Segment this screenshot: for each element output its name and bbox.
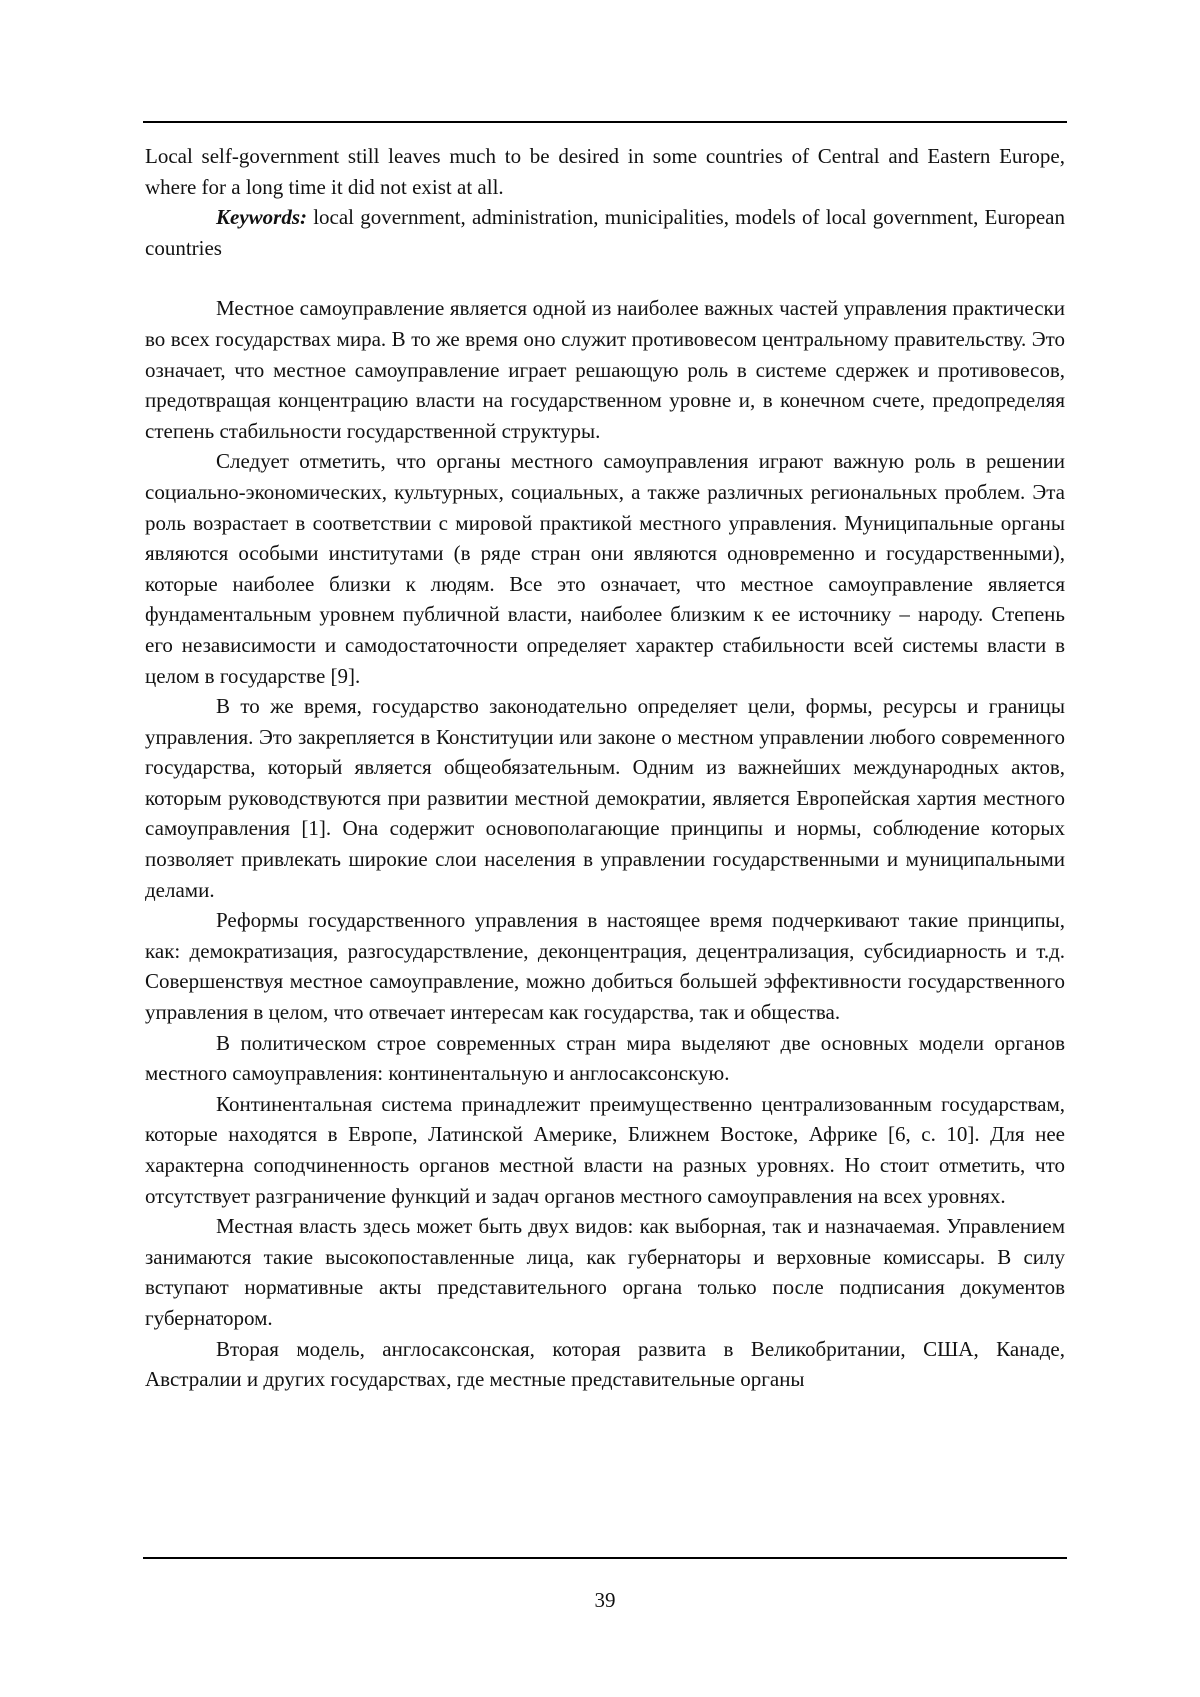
keywords-text: local government, administration, municipalities, models of local government, European countries: [145, 205, 1065, 260]
body-paragraph-7: Местная власть здесь может быть двух видов: как выборная, так и назначаемая. Управлением занимаются такие высокопоставленные лица, как губернаторы и верховные комиссары. В силу вступают нормативные акты представительного органа только после подписания документов губернатором.: [145, 1211, 1065, 1333]
keywords-label: Keywords:: [216, 205, 307, 229]
header-rule: [143, 121, 1067, 123]
body-paragraph-1: Местное самоуправление является одной из наиболее важных частей управления практически во всех государствах мира. В то же время оно служит противовесом центральному правительству. Это означает, что местное самоуправление играет решающую роль в системе сдержек и противовесов, предотвращая концентрацию власти на государственном уровне и, в конечном счете, предопределяя степень стабильности государственной структуры.: [145, 293, 1065, 446]
page-body: [145, 141, 1065, 1395]
footer-rule: [143, 1557, 1067, 1559]
body-paragraph-3: В то же время, государство законодательно определяет цели, формы, ресурсы и границы управления. Это закрепляется в Конституции или законе о местном управлении любого современного государства, который является общеобязательным. Одним из важнейших международных актов, которым руководствуются при развитии местной демократии, является Европейская хартия местного самоуправления [1]. Она содержит основополагающие принципы и нормы, соблюдение которых позволяет привлекать широкие слои населения в управлении государственными и муниципальными делами.: [145, 691, 1065, 905]
body-paragraph-4: Реформы государственного управления в настоящее время подчеркивают такие принципы, как: демократизация, разгосударствление, деконцентрация, децентрализация, субсидиарность и т.д. Совершенствуя местное самоуправление, можно добиться большей эффективности государственного управления в целом, что отвечает интересам как государства, так и общества.: [145, 905, 1065, 1027]
abstract-text: Local self-government still leaves much to be desired in some countries of Central and Eastern Europe, where for a long time it did not exist at all.: [145, 141, 1065, 202]
body-paragraph-8: Вторая модель, англосаксонская, которая развита в Великобритании, США, Канаде, Австралии и других государствах, где местные представительные органы: [145, 1334, 1065, 1395]
body-paragraph-5: В политическом строе современных стран мира выделяют две основных модели органов местного самоуправления: континентальную и англосаксонскую.: [145, 1028, 1065, 1089]
body-paragraph-2: Следует отметить, что органы местного самоуправления играют важную роль в решении социально-экономических, культурных, социальных, а также различных региональных проблем. Эта роль возрастает в соответствии с мировой практикой местного управления. Муниципальные органы являются особыми институтами (в ряде стран они являются одновременно и государственными), которые наиболее близки к людям. Все это означает, что местное самоуправление является фундаментальным уровнем публичной власти, наиболее близким к ее источнику – народу. Степень его независимости и самодостаточности определяет характер стабильности всей системы власти в целом в государстве [9].: [145, 446, 1065, 691]
keywords-line: [145, 202, 1065, 263]
page-number: 39: [0, 1588, 1200, 1613]
body-paragraph-6: Континентальная система принадлежит преимущественно централизованным государствам, которые находятся в Европе, Латинской Америке, Ближнем Востоке, Африке [6, с. 10]. Для нее характерна соподчиненность органов местной власти на разных уровнях. Но стоит отметить, что отсутствует разграничение функций и задач органов местного самоуправления на всех уровнях.: [145, 1089, 1065, 1211]
